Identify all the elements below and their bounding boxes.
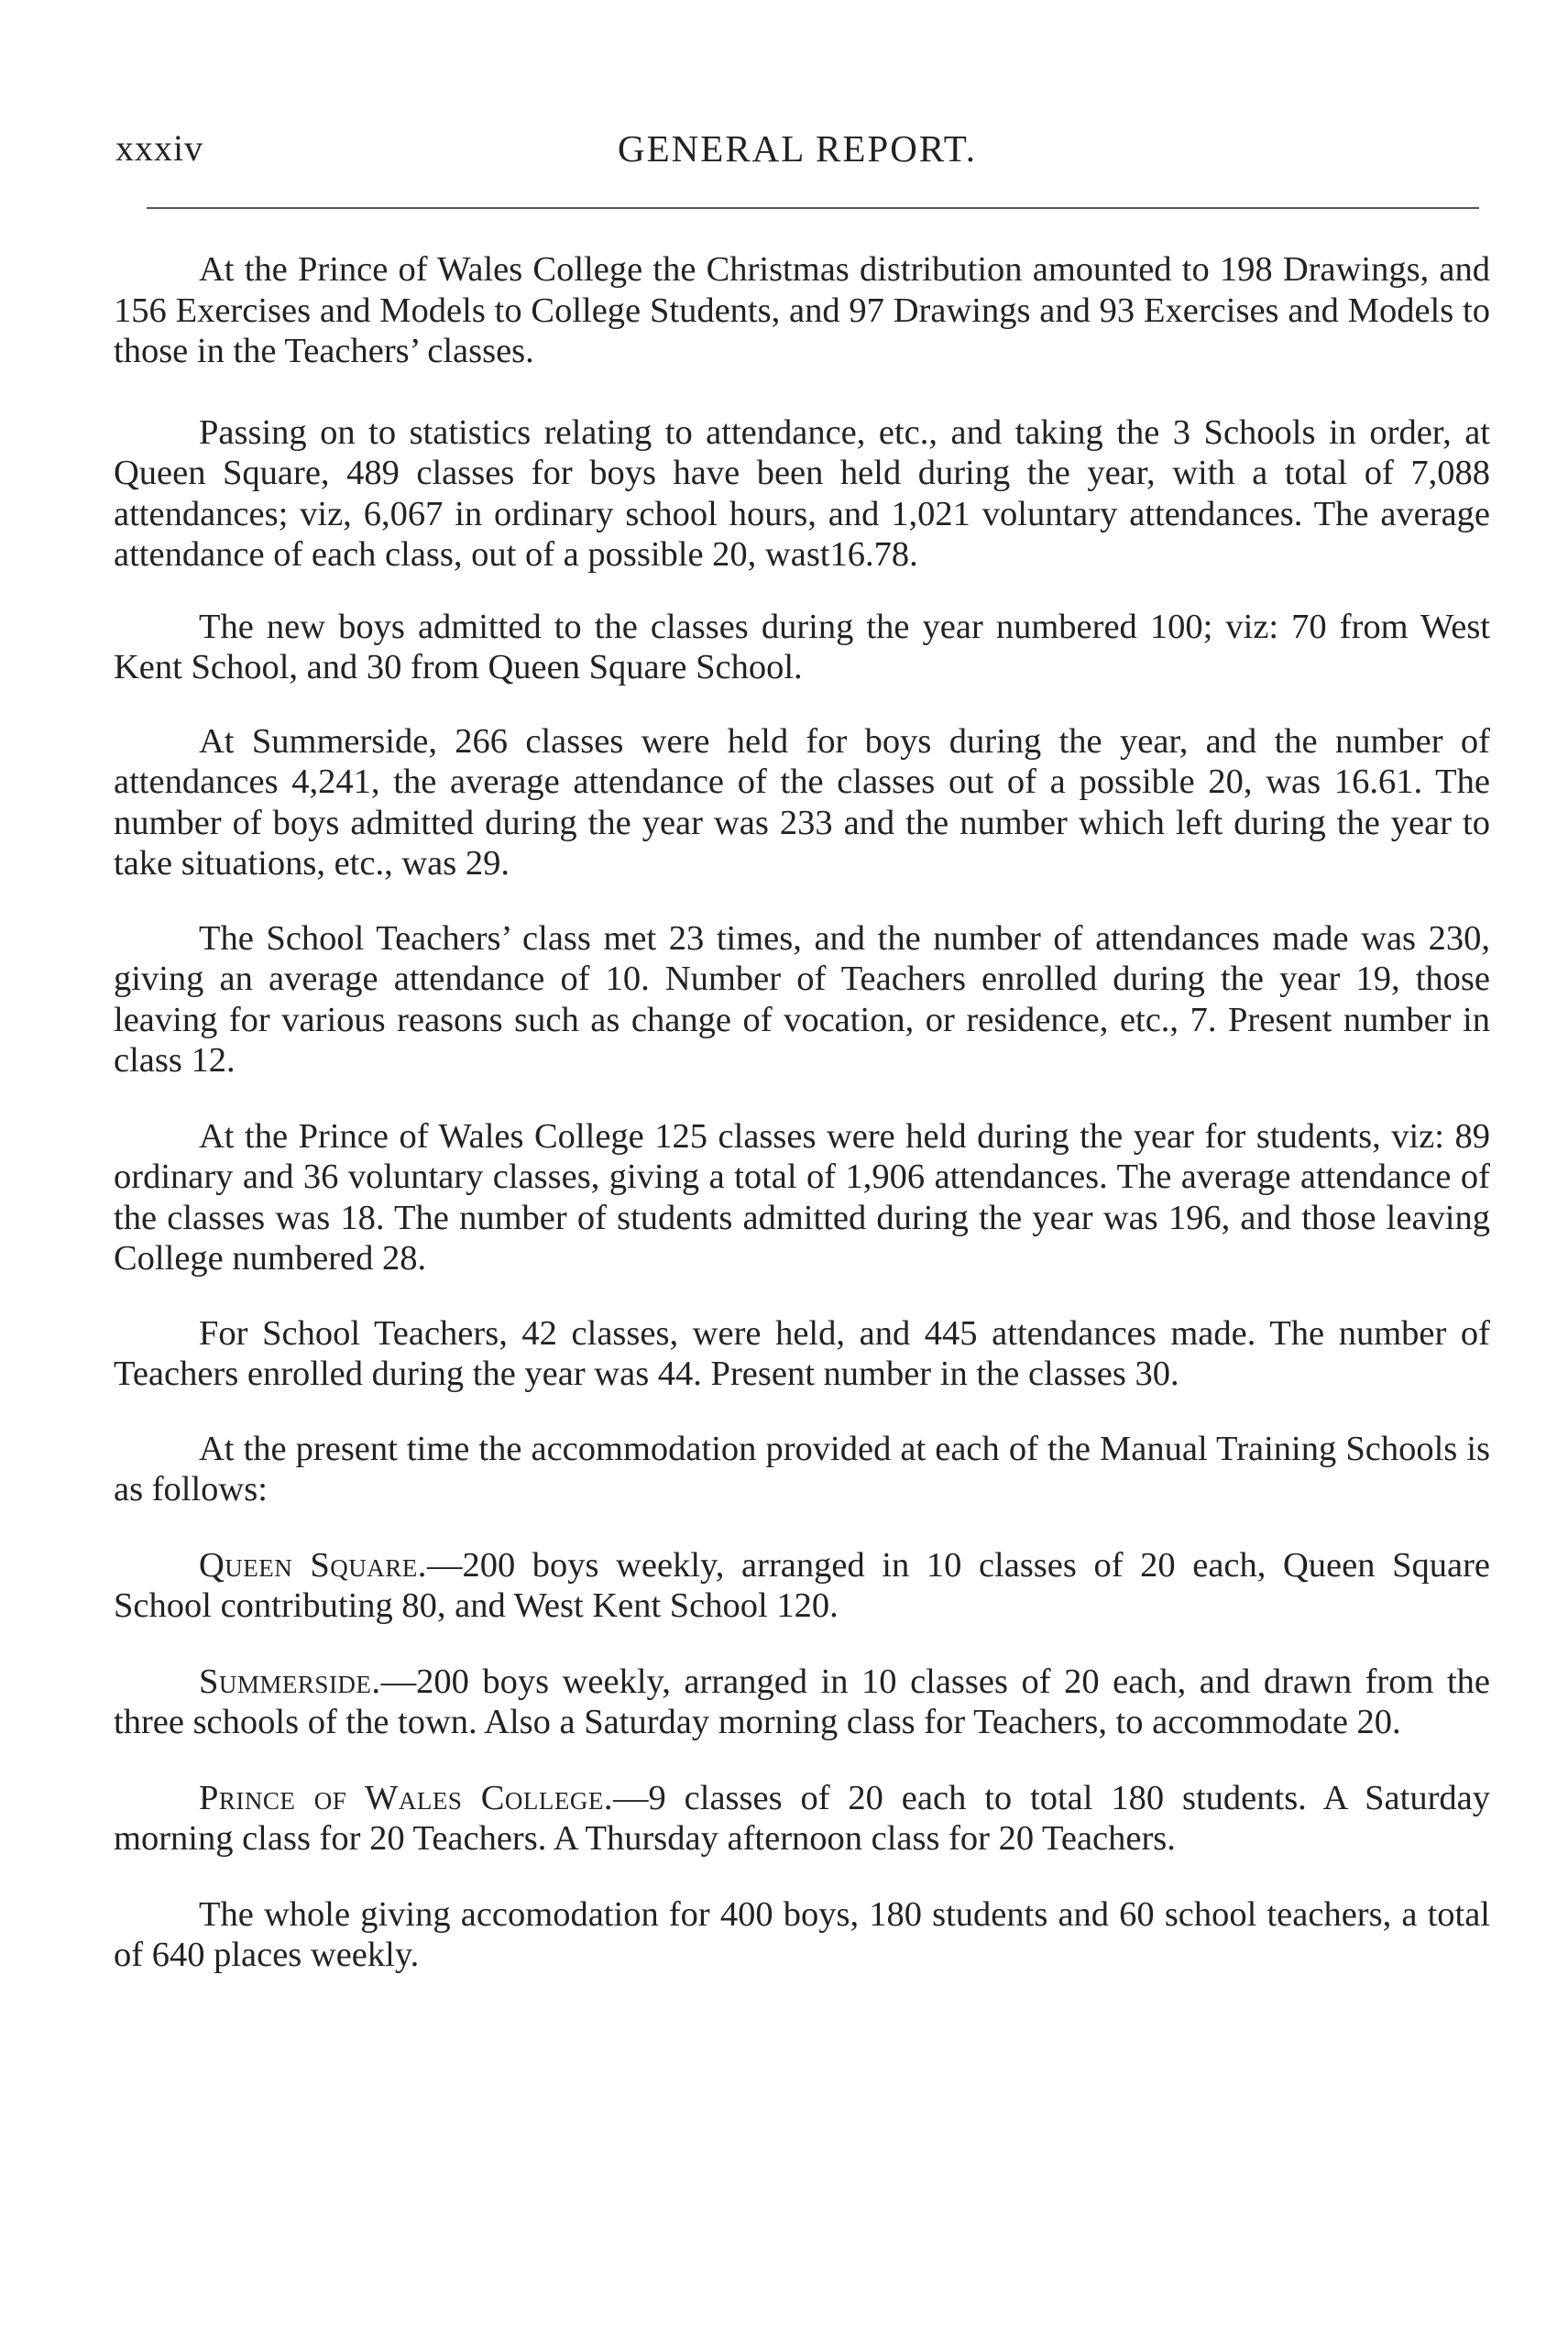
paragraph-new-boys-admitted: The new boys admitted to the classes during the year numbered 100; viz: 70 from West Kent School, and 30 from Queen Square School. — [114, 607, 1490, 686]
paragraph-school-teachers-class: The School Teachers’ class met 23 times, and the number of attendances made was 230, giving an average attendance of 10. Number of Teachers enrolled during the year 19, those leaving for various reasons such as change of vocation, or residence, etc., 7. Present number in class 12. — [114, 918, 1490, 1080]
queen-square-accommodation-text: —200 boys weekly, arranged in 10 classes of 20 each, Queen Square School contributing 80, and West Kent School 120. — [114, 1545, 1490, 1625]
paragraph-summerside-statistics: At Summerside, 266 classes were held for boys during the year, and the number of attendances 4,241, the average attendance of the classes out of a possible 20, was 16.61. The number of boys admitted during the year was 233 and the number which left during the year to take situations, etc., was 29. — [114, 721, 1490, 883]
section-heading-queen-square: Queen Square. — [199, 1545, 427, 1585]
page-number: xxxiv — [115, 127, 204, 169]
header-rule — [147, 207, 1479, 209]
paragraph-queen-square-statistics: Passing on to statistics relating to attendance, etc., and taking the 3 Schools in order, at Queen Square, 489 classes for boys have been held during the year, with a total of 7,088 attendances; viz, 6,067 in ordinary school hours, and 1,021 voluntary attendances. The average attendance of each class, out of a possible 20, wast16.78. — [114, 412, 1490, 574]
paragraph-total-accommodation: The whole giving accomodation for 400 boys, 180 students and 60 school teachers, a total of 640 places weekly. — [114, 1894, 1490, 1974]
paragraph-summerside-accommodation — [114, 1662, 1490, 1743]
summerside-accommodation-text: —200 boys weekly, arranged in 10 classes of 20 each, and drawn from the three schools of the town. Also a Saturday morning class for Teachers, to accommodate 20. — [114, 1662, 1490, 1741]
paragraph-prince-of-wales-statistics: At the Prince of Wales College 125 classes were held during the year for students, viz: 89 ordinary and 36 voluntary classes, giving a total of 1,906 attendances. The average attendance of the classes was 18. The number of students admitted during the year was 196, and those leaving College numbered 28. — [114, 1116, 1490, 1278]
paragraph-accommodation-intro: At the present time the accommodation provided at each of the Manual Training Schools is as follows: — [114, 1429, 1490, 1509]
section-heading-summerside: Summerside. — [199, 1662, 381, 1701]
page-header — [115, 126, 1479, 181]
prince-of-wales-accommodation-text: —9 classes of 20 each to total 180 students. A Saturday morning class for 20 Teachers. A Thursday afternoon class for 20 Teachers. — [114, 1778, 1490, 1858]
report-body — [114, 249, 1490, 2006]
paragraph-queen-square-accommodation — [114, 1545, 1490, 1627]
running-head: GENERAL REPORT. — [618, 127, 977, 170]
paragraph-school-teachers-classes: For School Teachers, 42 classes, were held, and 445 attendances made. The number of Teachers enrolled during the year was 44. Present number in the classes 30. — [114, 1313, 1490, 1393]
section-heading-prince-of-wales-college: Prince of Wales College. — [199, 1778, 614, 1817]
paragraph-christmas-distribution: At the Prince of Wales College the Christmas distribution amounted to 198 Drawings, and 156 Exercises and Models to College Students, and 97 Drawings and 93 Exercises and Models to those in the Teachers’ classes. — [114, 250, 1490, 370]
paragraph-prince-of-wales-accommodation — [114, 1778, 1490, 1860]
